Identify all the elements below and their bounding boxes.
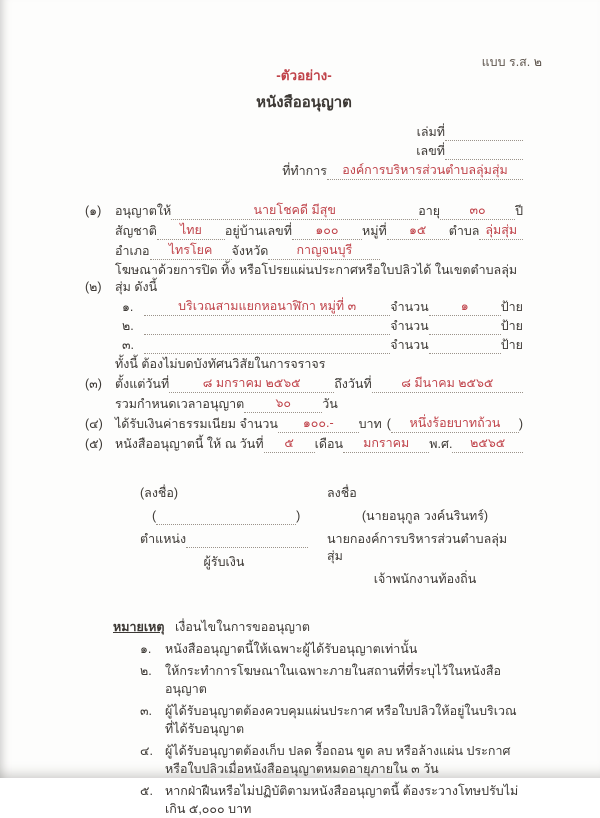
clause-1-line-2 <box>115 222 523 240</box>
notes-section <box>113 618 523 818</box>
issue-day-fill: ๕ <box>264 435 315 453</box>
number-row <box>416 143 523 160</box>
document-meta <box>85 124 523 182</box>
age-fill: ๓๐ <box>440 202 515 220</box>
location-1-qty-label: จำนวน <box>390 300 429 314</box>
fee-unit: บาท <box>358 417 382 431</box>
tambon-fill: ลุ่มสุ่ม <box>479 222 523 240</box>
volume-row <box>417 124 523 141</box>
clause-1-line-1 <box>85 202 523 220</box>
note-1-text: หนังสืออนุญาตนี้ให้เฉพาะผู้ได้รับอนุญาตเท่านั้น <box>165 642 418 656</box>
house-no-fill: ๑๐๐ <box>292 222 362 240</box>
number-label: เลขที่ <box>416 144 445 158</box>
left-sign-label-row <box>140 485 308 502</box>
volume-fill <box>445 126 523 141</box>
moo-fill: ๑๕ <box>387 222 449 240</box>
duration-label: รวมกำหนดเวลาอนุญาต <box>115 397 245 411</box>
location-3-qty-label: จำนวน <box>390 338 429 352</box>
note-4-number: ๔. <box>140 744 153 758</box>
right-title-row-2 <box>327 571 523 588</box>
office-fill: องค์การบริหารส่วนตำบลลุ่มสุ่ม <box>327 162 523 180</box>
right-name-row <box>327 508 523 525</box>
province-label: จังหวัด <box>231 244 269 258</box>
position-label: ตำแหน่ง <box>140 532 187 546</box>
left-close-paren: ) <box>296 509 301 523</box>
clause-1-line-3 <box>115 242 523 260</box>
traffic-note-line <box>115 356 523 373</box>
age-label: อายุ <box>418 204 441 218</box>
note-3-number: ๓. <box>140 704 153 718</box>
location-1-unit: ป้าย <box>500 300 523 314</box>
page-title: หนังสืออนุญาต <box>256 94 352 111</box>
clause-4-line <box>85 415 523 433</box>
note-item-4 <box>140 742 523 778</box>
issue-date-label: หนังสืออนุญาตนี้ ให้ ณ วันที่ <box>115 437 264 451</box>
to-date-fill: ๘ มีนาคม ๒๕๖๕ <box>372 375 523 393</box>
location-3-unit: ป้าย <box>500 338 523 352</box>
notes-heading-row <box>113 618 523 636</box>
house-no-label: อยู่บ้านเลขที่ <box>224 224 292 238</box>
permittee-name-fill: นายโชคดี มีสุข <box>171 202 418 220</box>
office-label: ที่ทำการ <box>282 164 327 178</box>
location-row-3 <box>122 337 523 354</box>
position-row <box>140 531 308 548</box>
notes-heading-suffix: เงื่อนไขในการขออนุญาต <box>174 620 311 634</box>
right-sign-label-row <box>327 485 523 502</box>
note-5-text: หากฝ่าฝืนหรือไม่ปฏิบัติตามหนังสืออนุญาตนี้ ต้องระวางโทษปรับไม่เกิน ๕,๐๐๐ บาท <box>165 784 519 816</box>
location-1-number: ๑. <box>122 300 134 314</box>
left-open-paren: ( <box>152 509 157 523</box>
fee-amount-fill: ๑๐๐.- <box>278 415 359 433</box>
location-3-qty-fill <box>429 339 501 354</box>
signature-section <box>140 485 523 594</box>
location-row-1 <box>122 298 523 316</box>
clause-3-line-1 <box>85 375 523 393</box>
fee-label: ได้รับเงินค่าธรรมเนียม จำนวน <box>115 417 278 431</box>
form-code: แบบ ร.ส. ๒ <box>481 55 542 69</box>
clause-4-number: (๔) <box>85 417 103 431</box>
note-item-5 <box>140 782 523 818</box>
note-item-1 <box>140 640 523 658</box>
province-fill: กาญจนบุรี <box>268 242 380 260</box>
note-item-2 <box>140 662 523 698</box>
fee-text-fill: หนึ่งร้อยบาทถ้วน <box>391 415 519 433</box>
note-2-number: ๒. <box>140 664 152 678</box>
note-5-number: ๕. <box>140 784 153 798</box>
location-3-place-fill <box>144 339 390 354</box>
clause-1-number: (๑) <box>85 204 102 218</box>
left-name-row <box>152 508 308 525</box>
right-sign-label: ลงชื่อ <box>327 486 357 500</box>
left-sign-label: (ลงชื่อ) <box>140 486 179 500</box>
clause-3-line-2 <box>115 395 523 413</box>
issue-year-fill: ๒๕๖๕ <box>452 435 523 453</box>
location-2-number: ๒. <box>122 319 134 333</box>
issue-month-fill: มกราคม <box>343 435 429 453</box>
from-date-fill: ๘ มกราคม ๒๕๖๕ <box>169 375 334 393</box>
sample-label: -ตัวอย่าง- <box>276 68 332 83</box>
era-label: พ.ศ. <box>429 437 453 451</box>
traffic-note-text: ทั้งนี้ ต้องไม่บดบังทัศนวิสัยในการจราจร <box>115 357 326 371</box>
duration-fill: ๖๐ <box>244 395 322 413</box>
clause-5-line <box>85 435 523 453</box>
clause-5-number: (๕) <box>85 437 103 451</box>
clause-3-number: (๓) <box>85 377 102 391</box>
moo-label: หมู่ที่ <box>361 224 387 238</box>
signer-name: (นายอนุกูล วงค์นรินทร์) <box>361 509 489 523</box>
location-2-qty-label: จำนวน <box>390 319 429 333</box>
note-item-3 <box>140 702 523 738</box>
notes-heading: หมายเหตุ <box>113 620 165 634</box>
amphoe-label: อำเภอ <box>115 244 150 258</box>
signer-title-2: เจ้าพนักงานท้องถิ่น <box>373 572 477 586</box>
left-role-row <box>140 554 308 571</box>
location-2-place-fill <box>144 320 390 335</box>
nationality-fill: ไทย <box>157 222 225 240</box>
clause-2-line <box>85 262 523 296</box>
number-fill <box>445 145 523 160</box>
note-1-number: ๑. <box>140 642 152 656</box>
position-fill <box>186 533 308 548</box>
nationality-label: สัญชาติ <box>115 224 157 238</box>
left-name-fill <box>156 510 296 525</box>
note-3-text: ผู้ได้รับอนุญาตต้องควบคุมแผ่นประกาศ หรือใบปลิวให้อยู่ในบริเวณที่ได้รับอนุญาต <box>165 704 517 736</box>
note-2-text: ให้กระทำการโฆษณาในเฉพาะภายในสถานที่ที่ระบุไว้ในหนังสืออนุญาต <box>165 664 501 696</box>
permit-label: อนุญาตให้ <box>115 204 172 218</box>
signer-title-1: นายกองค์การบริหารส่วนตำบลลุ่มสุ่ม <box>327 532 508 563</box>
fee-open-paren: ( <box>386 417 391 431</box>
location-row-2 <box>122 318 523 335</box>
signature-right-column <box>327 485 523 594</box>
left-role: ผู้รับเงิน <box>203 555 245 569</box>
clauses <box>85 202 523 453</box>
duration-unit: วัน <box>322 397 338 411</box>
fee-close-paren: ) <box>518 417 523 431</box>
location-1-place-fill: บริเวณสามแยกหอนาฬิกา หมู่ที่ ๓ <box>144 298 390 316</box>
tambon-label: ตำบล <box>448 224 480 238</box>
clause-2-number: (๒) <box>85 280 102 294</box>
office-row <box>282 162 523 180</box>
amphoe-fill: ไทรโยค <box>150 242 232 260</box>
location-1-qty-fill: ๑ <box>429 298 501 316</box>
right-title-row-1 <box>327 531 523 565</box>
volume-label: เล่มที่ <box>416 125 445 139</box>
location-2-unit: ป้าย <box>500 319 523 333</box>
signature-left-column <box>140 485 308 594</box>
to-date-label: ถึงวันที่ <box>334 377 372 391</box>
clause-2-text: โฆษณาด้วยการปิด ทิ้ง หรือโปรยแผ่นประกาศหรือใบปลิวได้ ในเขตตำบลลุ่มสุ่ม ดังนี้ <box>115 263 518 294</box>
from-date-label: ตั้งแต่วันที่ <box>115 377 170 391</box>
month-label: เดือน <box>314 437 344 451</box>
location-3-number: ๓. <box>122 338 135 352</box>
location-2-qty-fill <box>429 320 501 335</box>
note-4-text: ผู้ได้รับอนุญาตต้องเก็บ ปลด รื้อถอน ขูด ลบ หรือล้างแผ่น ประกาศ หรือใบปลิวเมื่อหนังสืออนุญาตหมดอายุภายใน ๓ วัน <box>165 744 511 776</box>
age-unit: ปี <box>515 204 523 218</box>
